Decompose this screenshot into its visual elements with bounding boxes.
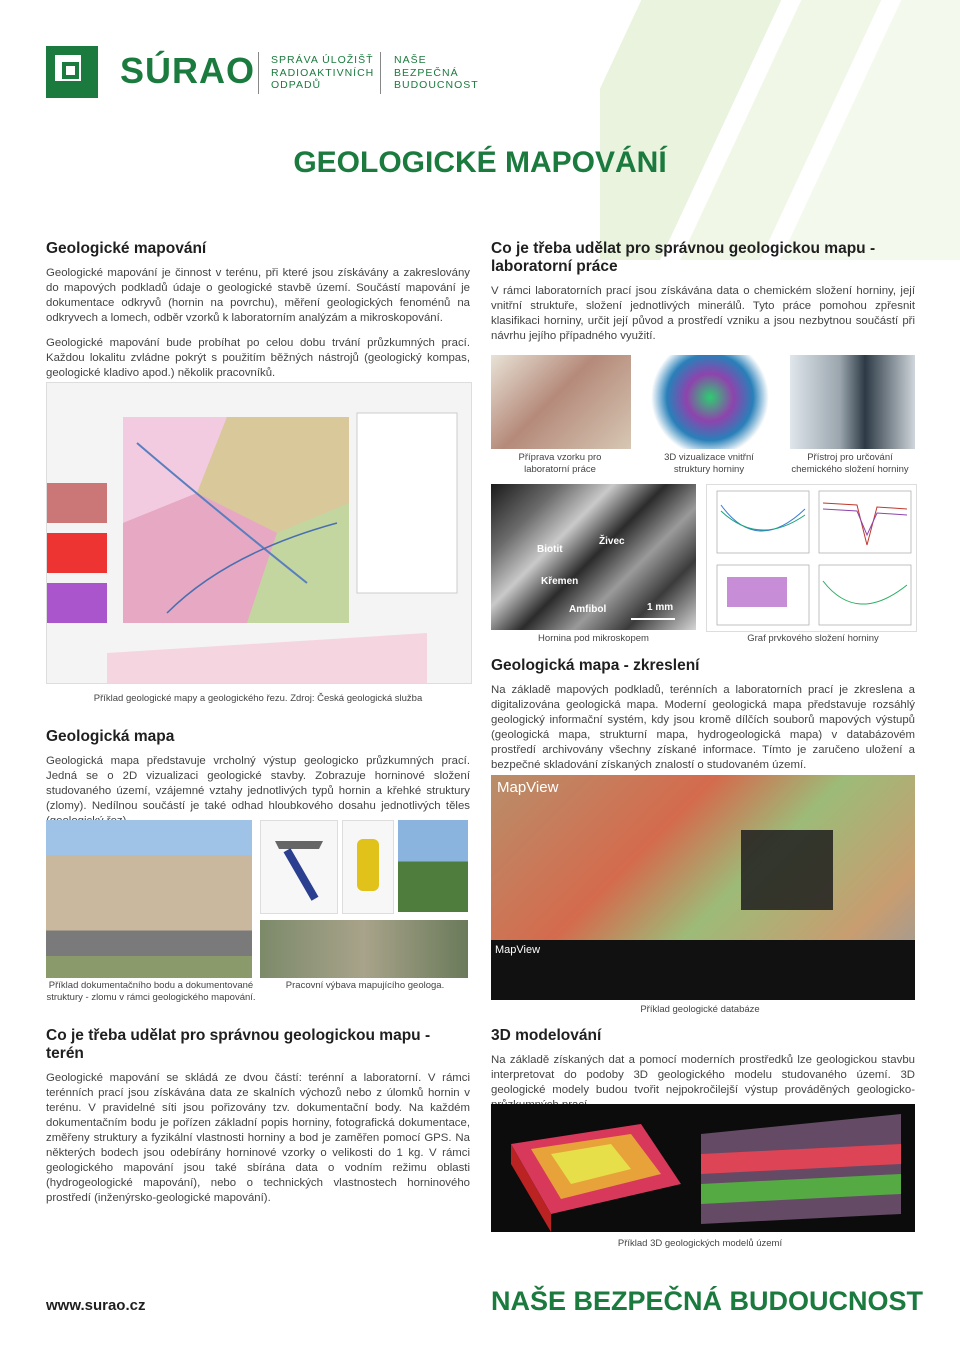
geologist-photo — [398, 820, 468, 912]
surao-logo — [46, 46, 98, 98]
database-title: MapView — [497, 779, 559, 796]
section-heading: Geologické mapování — [46, 240, 207, 257]
paragraph: Geologické mapování je činnost v terénu, při které jsou získávány a zakreslovány do mapových podkladů údaje o geologické stavbě území. Součástí mapování je dokumentace odkryvů (hornin na povrchu), měření geologických fenoménů na odkryvech a lomech, odběr vzorků k laboratorním analýzám a mikroskopování. — [46, 267, 470, 324]
photo-caption: Přístroj pro určování chemického složení horniny — [791, 452, 909, 475]
element-composition-graph — [706, 484, 917, 632]
section-geological-mapping — [46, 240, 470, 381]
page-title: GEOLOGICKÉ MAPOVÁNÍ — [293, 146, 667, 179]
3d-model-image — [491, 1104, 915, 1232]
geological-map-image — [46, 382, 472, 684]
database-footer — [491, 940, 915, 1000]
mineral-label: Amfibol — [569, 604, 607, 615]
mineral-label: Křemen — [541, 576, 579, 587]
brand-name: SÚRAO — [120, 50, 256, 91]
lab-instrument-photo — [790, 355, 915, 449]
section-heading: Co je třeba udělat pro správnou geologickou mapu - laboratorní práce — [491, 240, 876, 275]
tagline-1: SPRÁVA ÚLOŽIŠŤ RADIOAKTIVNÍCH ODPADŮ — [271, 54, 375, 91]
photo-caption: Graf prvkového složení horniny — [747, 633, 879, 644]
database-footer-title: MapView — [495, 944, 541, 956]
divider — [380, 52, 381, 94]
microscope-image — [491, 484, 696, 630]
paragraph: V rámci laboratorních prací jsou získávána data o chemickém složení horniny, její vnitřní struktuře, složení jednotlivých minerálů. Tyto práce pomohou zpřesnit klasifikaci horniny, určit její původ a prostředí vzniku a jsou nezbytnou součástí při návrhu jejího případného využití. — [491, 285, 915, 342]
decorative-background — [600, 0, 960, 260]
photo-caption: Příprava vzorku pro laboratorní práce — [518, 452, 602, 475]
photo-caption: Hornina pod mikroskopem — [538, 633, 649, 644]
info-popup — [741, 830, 833, 910]
photo-caption: Příklad dokumentačního bodu a dokumentované struktury - zlomu v rámci geologického mapování. — [46, 980, 256, 1003]
scale-bar — [631, 618, 675, 620]
rock-sample-photo — [491, 355, 631, 449]
section-heading: Co je třeba udělat pro správnou geologickou mapu - terén — [46, 1027, 431, 1062]
photo-caption: 3D vizualizace vnitřní struktury horniny — [664, 452, 754, 475]
outcrop-photo — [46, 820, 252, 978]
section-field-work — [46, 1027, 470, 1206]
rock-3d-structure-image — [651, 355, 769, 449]
model-caption: Příklad 3D geologických modelů území — [617, 1238, 783, 1249]
section-heading: 3D modelování — [491, 1027, 602, 1044]
gps-photo — [342, 820, 394, 914]
section-heading: Geologická mapa — [46, 728, 175, 745]
section-geological-map — [46, 728, 470, 829]
slogan: NAŠE BEZPEČNÁ BUDOUCNOST — [491, 1286, 924, 1316]
paragraph: Geologická mapa představuje vrcholný výstup geologicko průzkumných prací. Jedná se o 2D vizualizaci geologické stavby. Zobrazuje horninové složení studovaného území, vzájemné vztahy jednotlivých typů hornin a křehké struktury (zlomy). Nedílnou součástí je také odhad hloubkového dosahu jednotlivých těles — [46, 755, 470, 812]
photo-caption: Pracovní výbava mapujícího geologa. — [285, 980, 445, 991]
hammer-photo — [260, 820, 338, 914]
paragraph: Na základě získaných dat a pomocí moderních prostředků lze geologickou stavbu interpretovat do podoby 3D geologického modelu studovaného území. 3D geologické modely budou tvořit nejpokročilejší výstup prováděných geologicko- — [491, 1054, 915, 1096]
mineral-label: Biotit — [537, 544, 563, 555]
paragraph: Na základě mapových podkladů, terénních a laboratorních prací je zkreslena a digitalizována geologická mapa. Moderní geologická mapa představuje rozsáhlý geologický informační systém, kdy jsou kromě dílčích souborů mapových výstupů (geologická mapa, strukturní mapa, hydrogeologická mapa) v databázovém prostředí archivovány všechny získané informace. Tímto je zaručeno uložení a bezpečné skladování získaných znalostí o studovaném území. — [491, 684, 915, 771]
database-caption: Příklad geologické databáze — [640, 1004, 760, 1015]
divider — [258, 52, 259, 94]
tagline-2: NAŠE BEZPEČNÁ BUDOUCNOST — [394, 54, 479, 91]
paragraph: Geologické mapování se skládá ze dvou částí: terénní a laboratorní. V rámci terénních prací jsou získávána data ze skalních výchozů nebo z úlomků hornin v terénu. V pravidelné síti jsou pořizovány tzv. dokumentační body. Na každém dokumentačním bodu je pořízen základní popis horniny, fotografická dokumentace, změřeny struktury a fyzikální vlastnosti horniny a bod je zaměřen pomocí GPS. Na některých bodech jsou odebírány horninové vzorky o velikosti do 1 kg. V rámci geologického mapování jsou také sbírána data o vodním režimu oblasti (hydrogeologické mapování), nebo o technických vlastnostech horninového prostředí (inženýrsko-geologické mapování). — [46, 1072, 470, 1204]
geological-database-screenshot — [491, 775, 915, 1000]
section-3d-modeling — [491, 1027, 915, 1113]
map-caption: Příklad geologické mapy a geologického řezu. Zdroj: Česká geologická služba — [93, 693, 423, 704]
section-map-drawing — [491, 657, 915, 773]
mineral-label: Živec — [599, 536, 625, 547]
field-equipment-photo — [260, 920, 468, 978]
website-url[interactable]: www.surao.cz — [46, 1297, 146, 1314]
section-heading: Geologická mapa - zkreslení — [491, 657, 700, 674]
section-lab-work — [491, 240, 915, 344]
paragraph: Geologické mapování bude probíhat po celou dobu trvání průzkumných prací. Každou lokalitu zvládne pokrýt s použitím běžných nástrojů (geologický kompas, geologické kladivo apod.) několik pracovníků. — [46, 337, 470, 379]
scale-label: 1 mm — [647, 602, 674, 613]
